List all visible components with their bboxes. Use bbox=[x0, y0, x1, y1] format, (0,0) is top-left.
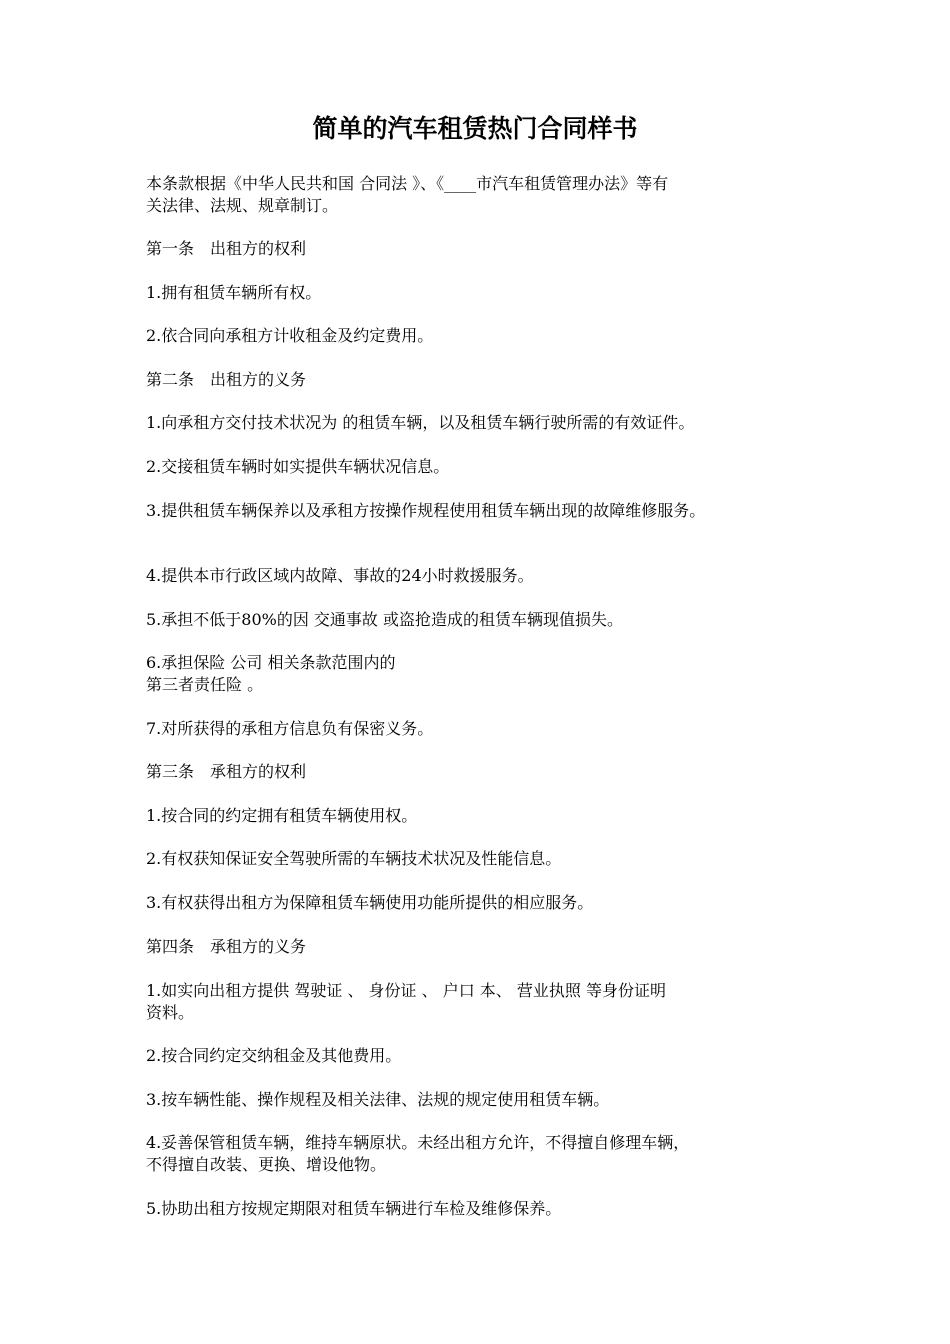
article-2-heading: 第二条 出租方的义务 bbox=[146, 370, 307, 389]
article-1-item-1: 1.拥有租赁车辆所有权。 bbox=[146, 283, 322, 302]
article-1-item-2: 2.依合同向承租方计收租金及约定费用。 bbox=[146, 326, 434, 345]
intro-line-1: 本条款根据《中华人民共和国 合同法 》、《____市汽车租赁管理办法》等有 bbox=[146, 174, 669, 193]
article-4-item-1-line-1: 1.如实向出租方提供 驾驶证 、 身份证 、 户口 本、 营业执照 等身份证明 bbox=[146, 981, 666, 1000]
article-2-item-5: 5.承担不低于80%的因 交通事故 或盗抢造成的租赁车辆现值损失。 bbox=[146, 610, 624, 629]
article-3-item-2: 2.有权获知保证安全驾驶所需的车辆技术状况及性能信息。 bbox=[146, 849, 562, 868]
article-2-item-4: 4.提供本市行政区域内故障、事故的24小时救援服务。 bbox=[146, 566, 534, 585]
intro-line-2: 关法律、法规、规章制订。 bbox=[146, 196, 339, 215]
article-2-item-3: 3.提供租赁车辆保养以及承租方按操作规程使用租赁车辆出现的故障维修服务。 bbox=[146, 501, 706, 520]
article-4-item-5: 5.协助出租方按规定期限对租赁车辆进行车检及维修保养。 bbox=[146, 1199, 562, 1218]
article-2-item-2: 2.交接租赁车辆时如实提供车辆状况信息。 bbox=[146, 457, 450, 476]
article-4-item-4-line-1: 4.妥善保管租赁车辆，维持车辆原状。未经出租方允许，不得擅自修理车辆， bbox=[146, 1133, 690, 1152]
article-2-item-6-line-2: 第三者责任险 。 bbox=[146, 675, 264, 694]
article-4-item-4-line-2: 不得擅自改装、更换、增设他物。 bbox=[146, 1155, 387, 1174]
article-2-item-6-line-1: 6.承担保险 公司 相关条款范围内的 bbox=[146, 653, 396, 672]
article-4-item-3: 3.按车辆性能、操作规程及相关法律、法规的规定使用租赁车辆。 bbox=[146, 1090, 610, 1109]
article-3-item-1: 1.按合同的约定拥有租赁车辆使用权。 bbox=[146, 806, 418, 825]
article-4-item-1-line-2: 资料。 bbox=[146, 1003, 195, 1022]
article-3-heading: 第三条 承租方的权利 bbox=[146, 762, 307, 781]
article-4-item-2: 2.按合同约定交纳租金及其他费用。 bbox=[146, 1046, 402, 1065]
article-1-heading: 第一条 出租方的权利 bbox=[146, 239, 307, 258]
article-3-item-3: 3.有权获得出租方为保障租赁车辆使用功能所提供的相应服务。 bbox=[146, 893, 594, 912]
article-4-heading: 第四条 承租方的义务 bbox=[146, 937, 307, 956]
article-2-item-1: 1.向承租方交付技术状况为 的租赁车辆，以及租赁车辆行驶所需的有效证件。 bbox=[146, 413, 695, 432]
article-2-item-7: 7.对所获得的承租方信息负有保密义务。 bbox=[146, 719, 434, 738]
document-title: 简单的汽车租赁热门合同样书 bbox=[312, 114, 638, 143]
